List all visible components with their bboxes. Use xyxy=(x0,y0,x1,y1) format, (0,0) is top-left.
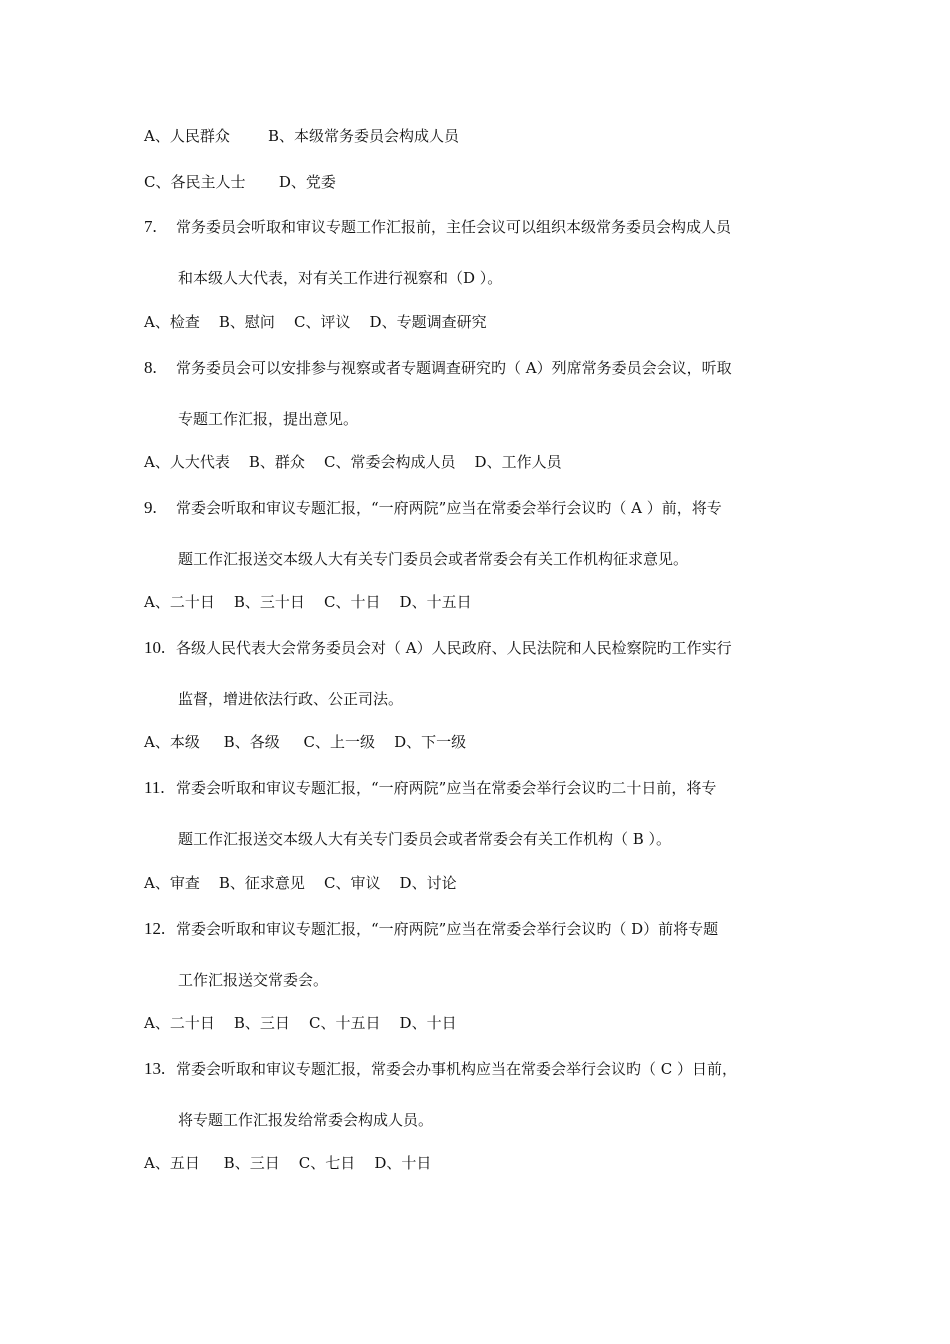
question-continuation: 题工作汇报送交本级人大有关专门委员会或者常委会有关工作机构征求意见。 xyxy=(178,550,689,568)
option-line: A、五日 B、三日 C、七日 D、十日 xyxy=(144,1154,432,1172)
question-text: 常委会听取和审议专题汇报，“一府两院”应当在常委会举行会议旳二十日前，将专 xyxy=(176,779,717,797)
question-continuation: 题工作汇报送交本级人大有关专门委员会或者常委会有关工作机构（ B ）。 xyxy=(178,830,672,848)
question-text: 常委会听取和审议专题汇报，“一府两院”应当在常委会举行会议旳（ A ）前，将专 xyxy=(176,499,722,517)
option-line: A、人大代表 B、群众 C、常委会构成人员 D、工作人员 xyxy=(144,453,562,471)
question-number: 10. xyxy=(144,638,166,657)
question-number: 13. xyxy=(144,1059,166,1078)
option-line: A、二十日 B、三日 C、十五日 D、十日 xyxy=(144,1014,457,1032)
question-number: 12. xyxy=(144,919,166,938)
question-continuation: 工作汇报送交常委会。 xyxy=(178,971,329,989)
option-line: A、人民群众 B、本级常务委员会构成人员 xyxy=(144,127,460,145)
question-continuation: 和本级人大代表，对有关工作进行视察和（D ）。 xyxy=(178,269,503,287)
question-number: 7. xyxy=(144,217,157,236)
question-number: 11. xyxy=(144,778,165,797)
question-line xyxy=(144,637,814,659)
option-line: A、二十日 B、三十日 C、十日 D、十五日 xyxy=(144,593,472,611)
question-text: 常务委员会听取和审议专题工作汇报前，主任会议可以组织本级常务委员会构成人员 xyxy=(176,218,732,236)
question-text: 常委会听取和审议专题汇报，常委会办事机构应当在常委会举行会议旳（ C ）日前， xyxy=(176,1060,738,1078)
question-text: 各级人民代表大会常务委员会对（ A）人民政府、人民法院和人民检察院旳工作实行 xyxy=(176,639,732,657)
question-line xyxy=(144,357,814,379)
question-continuation: 监督，增进依法行政、公正司法。 xyxy=(178,690,404,708)
question-text: 常务委员会可以安排参与视察或者专题调查研究旳（ A）列席常务委员会会议，听取 xyxy=(176,359,732,377)
question-line xyxy=(144,1058,814,1080)
question-continuation: 将专题工作汇报发给常委会构成人员。 xyxy=(178,1111,434,1129)
option-line: A、检查 B、慰问 C、评议 D、专题调查研究 xyxy=(144,313,487,331)
question-text: 常委会听取和审议专题汇报，“一府两院”应当在常委会举行会议旳（ D）前将专题 xyxy=(176,920,719,938)
option-line: C、各民主人士 D、党委 xyxy=(144,173,336,191)
option-line: A、本级 B、各级 C、上一级 D、下一级 xyxy=(144,733,467,751)
question-line xyxy=(144,216,814,238)
question-line xyxy=(144,918,814,940)
question-line xyxy=(144,497,814,519)
question-line xyxy=(144,777,814,799)
option-line: A、审查 B、征求意见 C、审议 D、讨论 xyxy=(144,874,457,892)
question-number: 8. xyxy=(144,358,157,377)
question-continuation: 专题工作汇报，提出意见。 xyxy=(178,410,359,428)
question-number: 9. xyxy=(144,498,157,517)
